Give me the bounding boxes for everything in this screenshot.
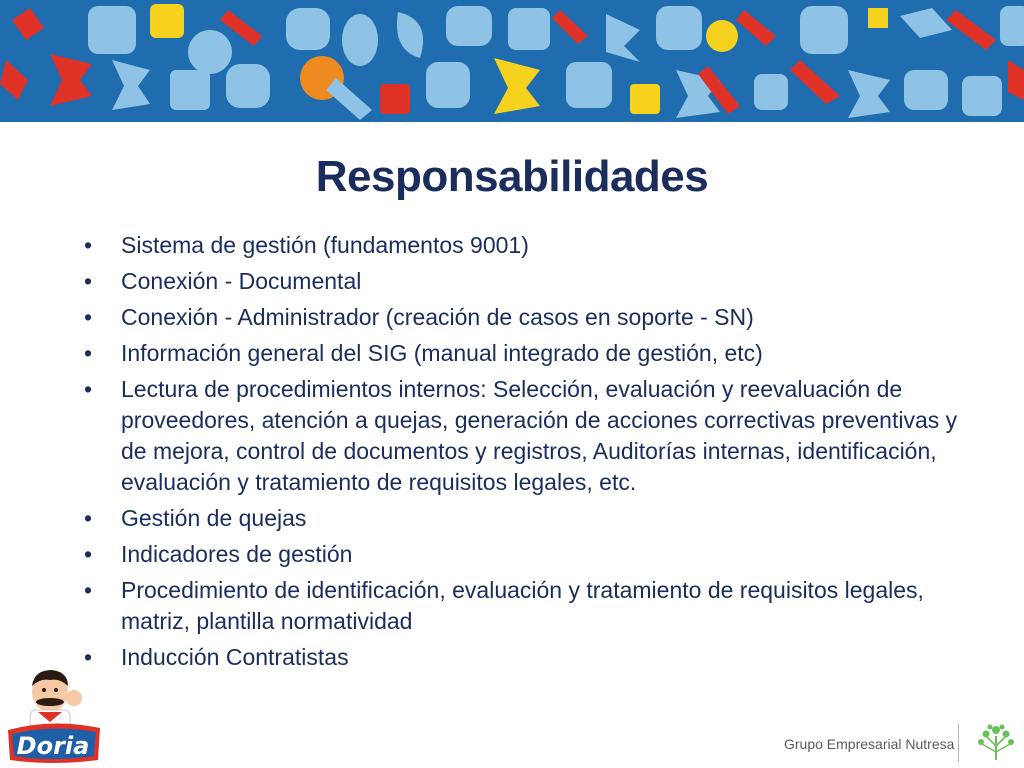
pasta-banner bbox=[0, 0, 1024, 122]
list-item: • Conexión - Administrador (creación de casos en soporte - SN) bbox=[80, 302, 960, 333]
list-item: • Información general del SIG (manual integrado de gestión, etc) bbox=[80, 338, 960, 369]
doria-logo bbox=[4, 668, 104, 766]
list-item: • Conexión - Documental bbox=[80, 266, 960, 297]
list-item: • Gestión de quejas bbox=[80, 503, 960, 534]
footer-divider bbox=[958, 724, 959, 762]
pasta-pattern-icon bbox=[0, 0, 1024, 122]
list-item: • Procedimiento de identificación, evaluación y tratamiento de requisitos legales, matriz, plantilla normatividad bbox=[80, 575, 960, 637]
list-item: • Sistema de gestión (fundamentos 9001) bbox=[80, 230, 960, 261]
tree-icon bbox=[976, 722, 1016, 762]
chef-mascot-icon bbox=[30, 670, 82, 730]
bullet-list bbox=[80, 230, 960, 678]
list-item: • Lectura de procedimientos internos: Selección, evaluación y reevaluación de proveedores, atención a quejas, generación de acciones correctivas preventivas y de mejora, control de documentos y registros, Auditorías internas, identificación, evaluación y tratamiento de requisitos legales, etc. bbox=[80, 374, 960, 498]
logo-text: Doria bbox=[16, 732, 90, 760]
footer-company-name: Grupo Empresarial Nutresa bbox=[784, 736, 955, 752]
list-item: • Inducción Contratistas bbox=[80, 642, 960, 673]
slide-title: Responsabilidades bbox=[315, 152, 709, 201]
list-item: • Indicadores de gestión bbox=[80, 539, 960, 570]
